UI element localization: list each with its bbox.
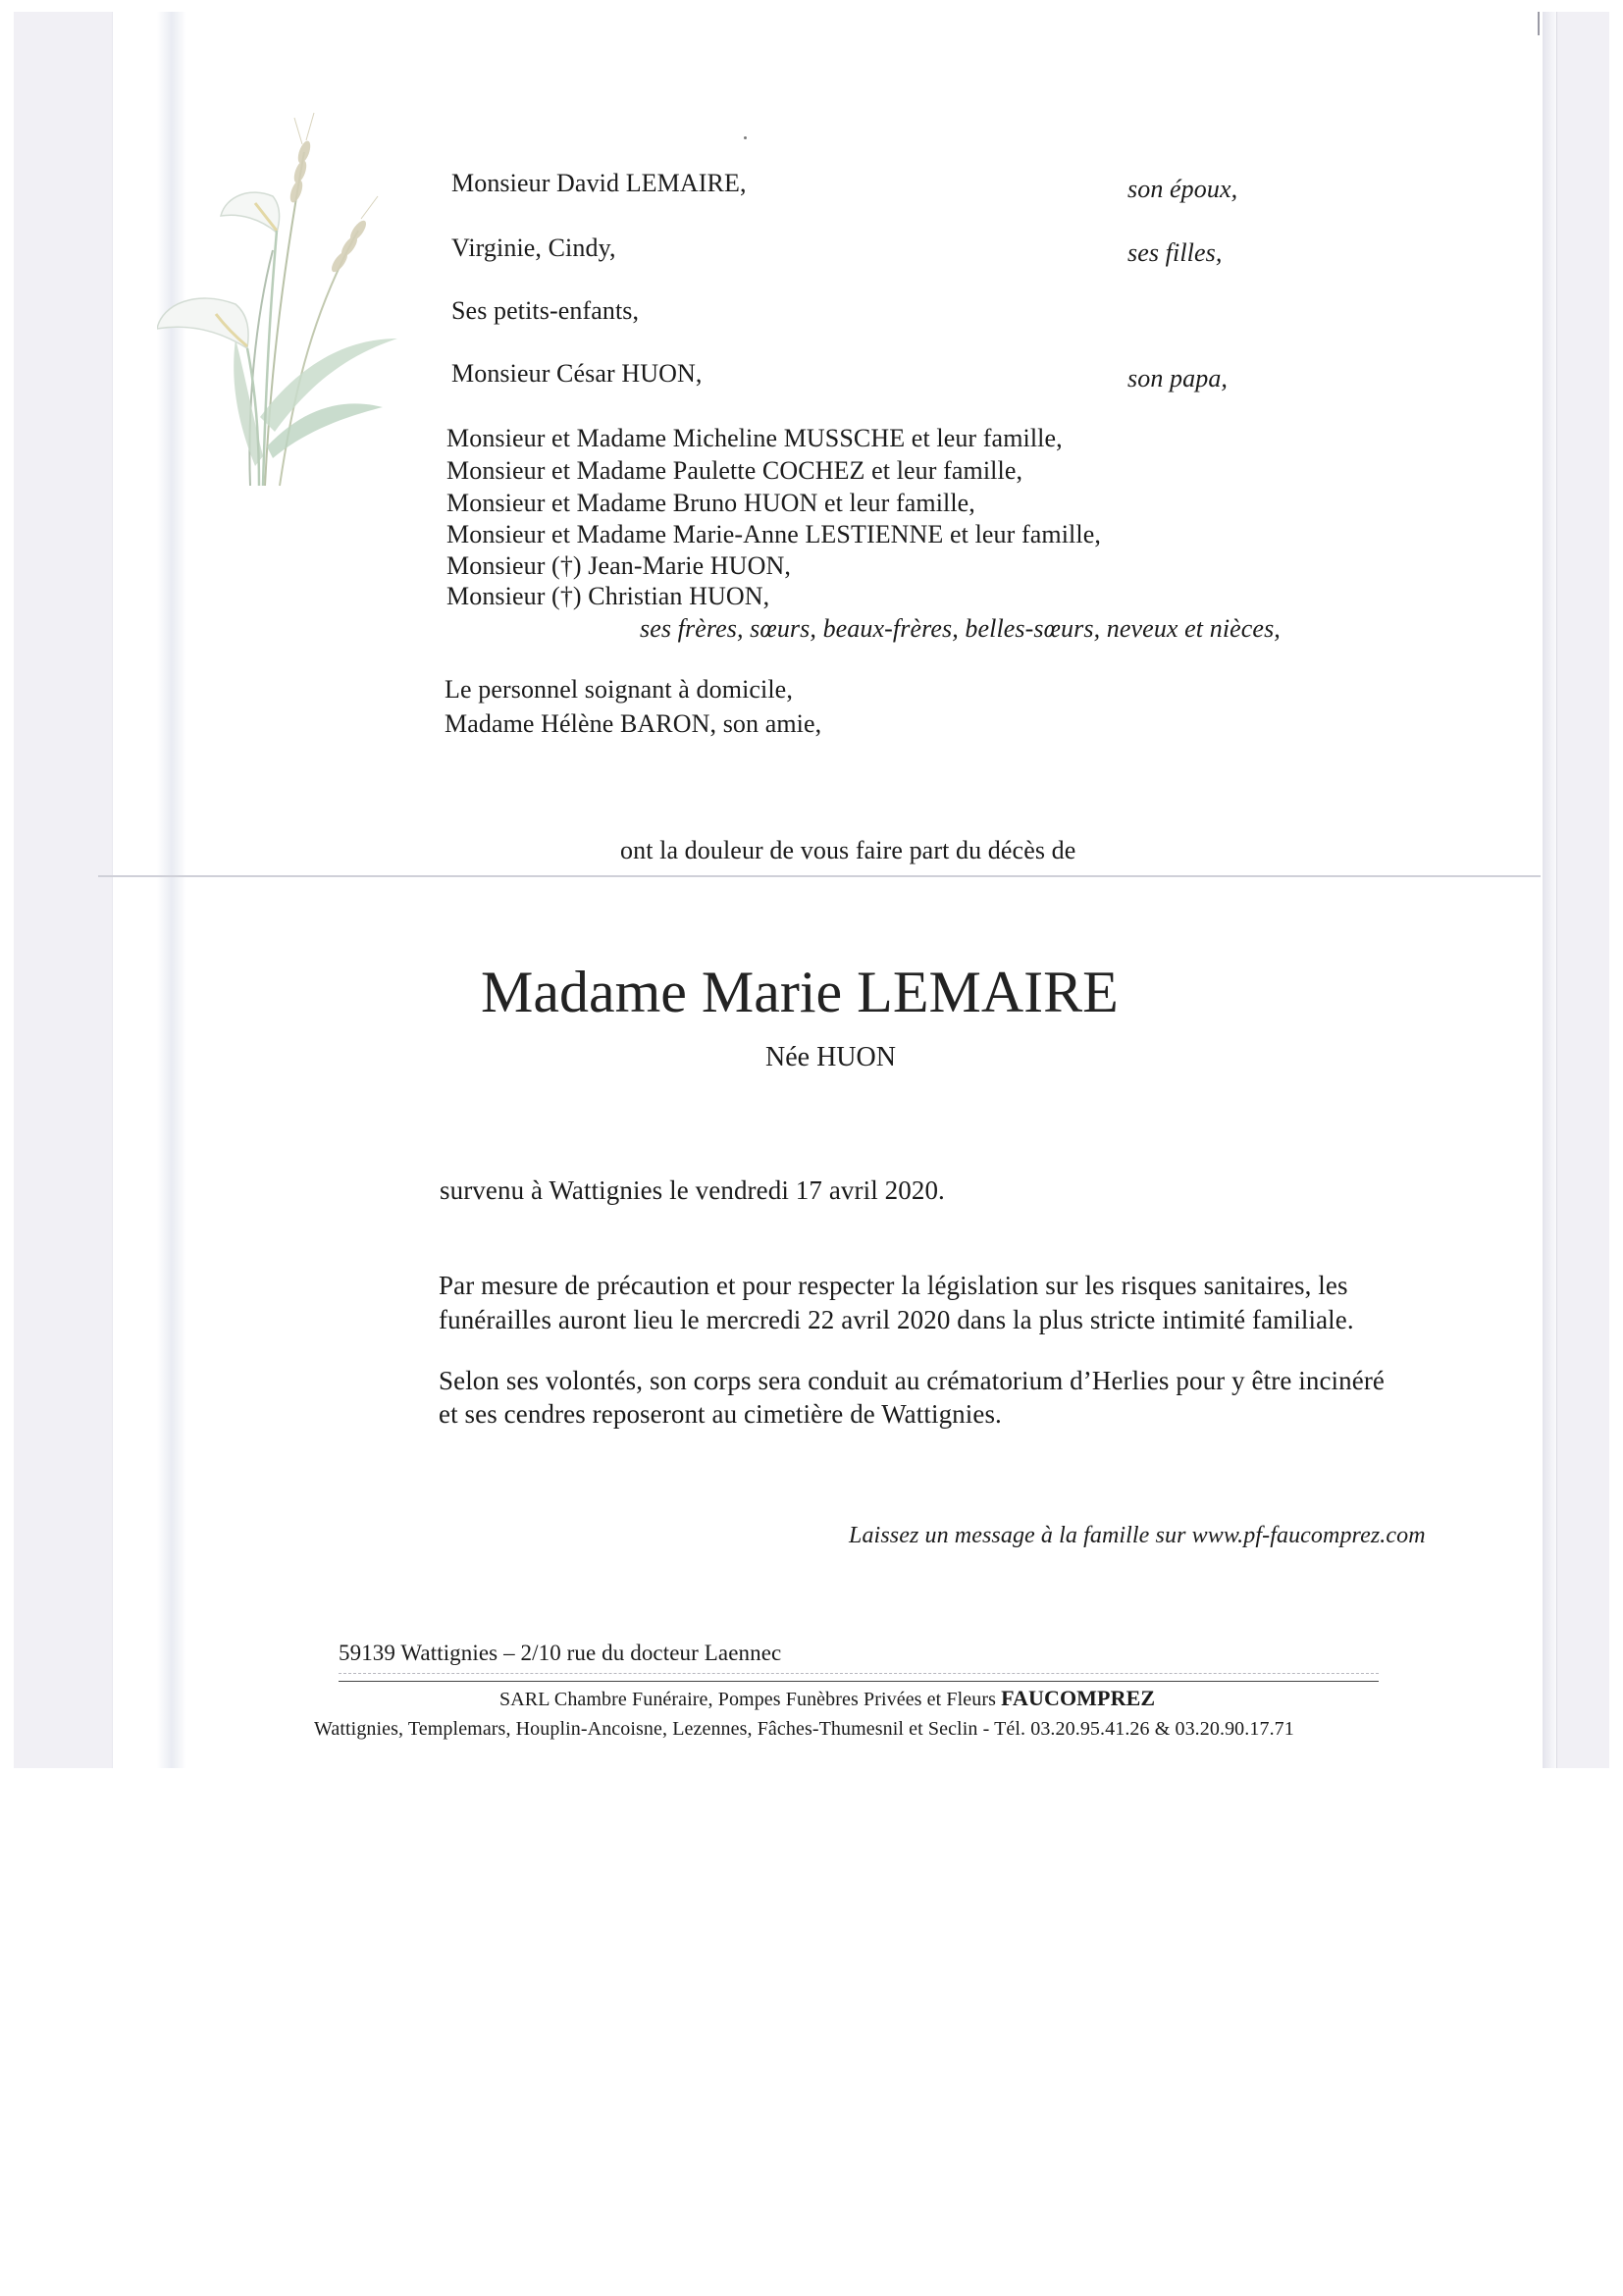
husband-name: Monsieur David LEMAIRE, xyxy=(451,169,747,197)
announcement-line: ont la douleur de vous faire part du décès de xyxy=(620,836,1076,864)
sibling-line: Monsieur (†) Jean-Marie HUON, xyxy=(446,551,791,580)
edge-mark xyxy=(1538,12,1540,35)
sibling-line: Monsieur et Madame Bruno HUON et leur famille, xyxy=(446,489,975,517)
card-right-edge xyxy=(1543,12,1556,1768)
daughters-relation: ses filles, xyxy=(1127,238,1223,267)
address-line: 59139 Wattignies – 2/10 rue du docteur Laennec xyxy=(339,1641,782,1665)
fold-line xyxy=(98,875,1541,877)
sibling-line: Monsieur et Madame Micheline MUSSCHE et leur famille, xyxy=(446,424,1063,452)
company-name: FAUCOMPREZ xyxy=(1001,1686,1156,1710)
footer-dashed-rule xyxy=(339,1673,1379,1674)
caregivers-line: Le personnel soignant à domicile, xyxy=(445,675,793,704)
death-notice: survenu à Wattignies le vendredi 17 avril 2020. xyxy=(440,1175,945,1205)
sibling-line: Monsieur et Madame Marie-Anne LESTIENNE et leur famille, xyxy=(446,520,1101,548)
father-name: Monsieur César HUON, xyxy=(451,359,703,388)
scan-speck xyxy=(744,136,747,139)
company-line xyxy=(499,1687,1155,1711)
footer-rule xyxy=(339,1681,1379,1682)
sibling-line: Monsieur (†) Christian HUON, xyxy=(446,582,770,610)
sibling-line: Monsieur et Madame Paulette COCHEZ et leur famille, xyxy=(446,456,1023,485)
deceased-name: Madame Marie LEMAIRE xyxy=(481,960,1119,1024)
calla-lily-icon xyxy=(157,93,402,505)
husband-relation: son époux, xyxy=(1127,175,1238,203)
daughters-names: Virginie, Cindy, xyxy=(451,234,616,262)
father-relation: son papa, xyxy=(1127,364,1229,392)
paragraph-line: Par mesure de précaution et pour respecter la législation sur les risques sanitaires, les xyxy=(439,1271,1348,1300)
online-message-line: Laissez un message à la famille sur www.pf-faucomprez.com xyxy=(849,1523,1426,1548)
paragraph-line: Selon ses volontés, son corps sera conduit au crématorium d’Herlies pour y être incinéré xyxy=(439,1366,1386,1395)
locations-line: Wattignies, Templemars, Houplin-Ancoisne, Lezennes, Fâches-Thumesnil et Seclin - Tél. 03.20.95.41.26 & 03.20.90.17.71 xyxy=(314,1718,1294,1740)
maiden-name: Née HUON xyxy=(765,1042,896,1072)
grandchildren-line: Ses petits-enfants, xyxy=(451,296,640,325)
company-prefix: SARL Chambre Funéraire, Pompes Funèbres Privées et Fleurs xyxy=(499,1689,1002,1710)
friend-line: Madame Hélène BARON, son amie, xyxy=(445,709,822,738)
paragraph-line: funérailles auront lieu le mercredi 22 avril 2020 dans la plus stricte intimité familiale. xyxy=(439,1305,1354,1334)
siblings-relation: ses frères, sœurs, beaux-frères, belles-sœurs, neveux et nièces, xyxy=(640,614,1281,643)
paragraph-line: et ses cendres reposeront au cimetière de Wattignies. xyxy=(439,1399,1002,1429)
